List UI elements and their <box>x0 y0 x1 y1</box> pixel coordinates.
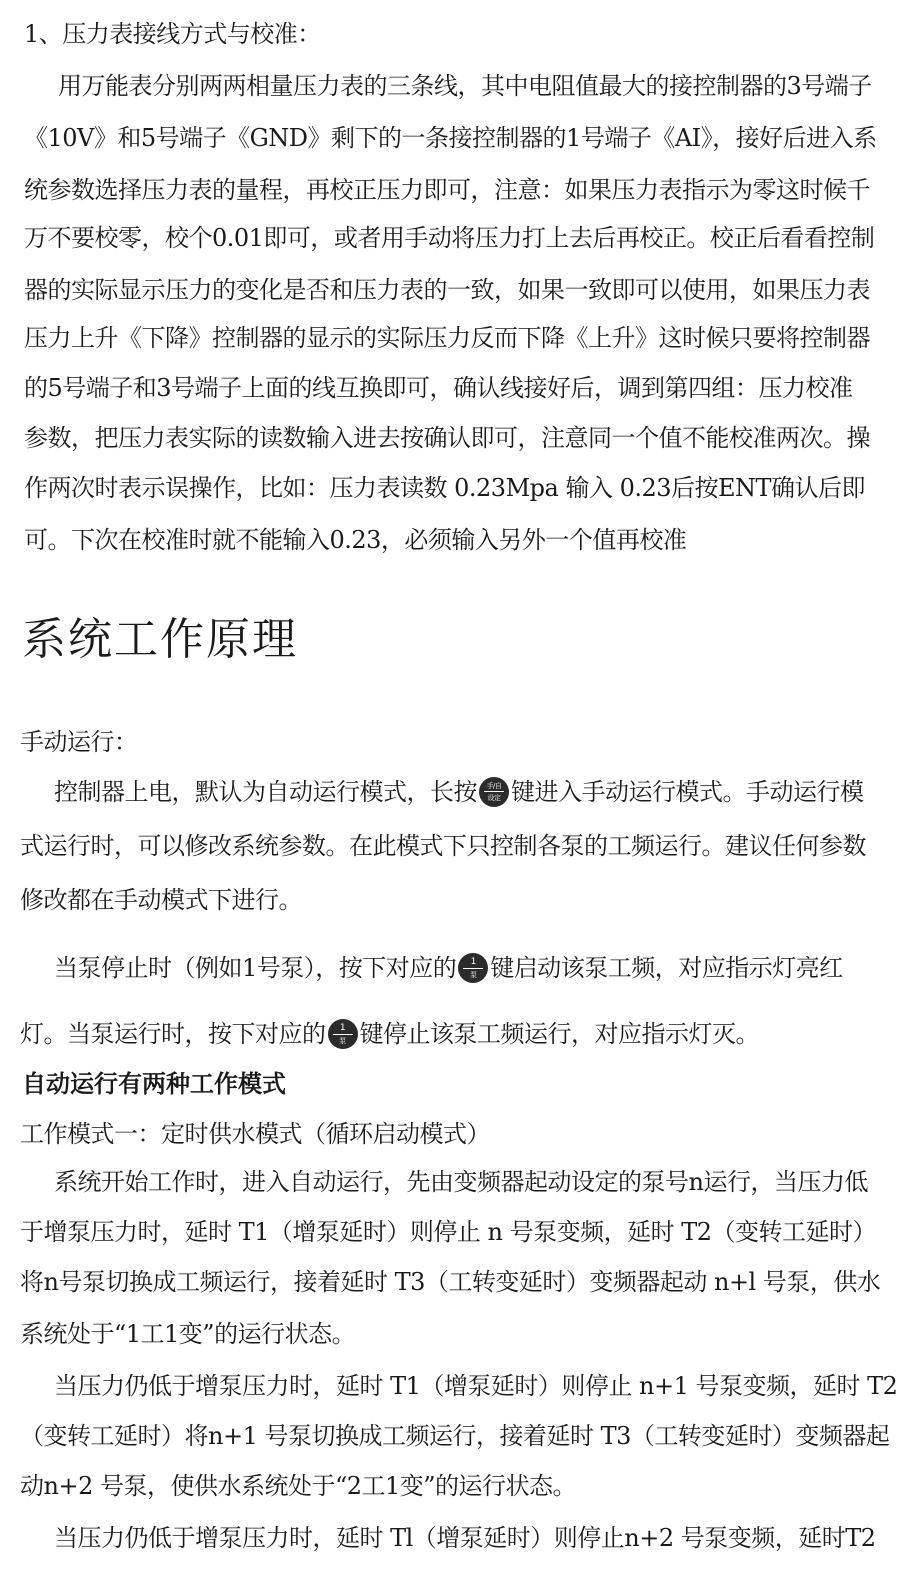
mode-key-icon <box>479 777 509 807</box>
paragraph-line: 万不要校零，校个0.01即可，或者用手动将压力打上去后再校正。校正后看看控制 <box>24 224 875 252</box>
paragraph-line: 可。下次在校准时就不能输入0.23，必须输入另外一个值再校准 <box>24 526 687 554</box>
paragraph-line: 的5号端子和3号端子上面的线互换即可，确认线接好后，调到第四组：压力校准 <box>24 374 853 402</box>
pump-key-icon <box>328 1019 358 1049</box>
key-divider <box>333 1034 353 1035</box>
paragraph-line: 当压力仍低于增泵压力时，延时 T1（增泵延时）则停止 n+1 号泵变频，延时 T2 <box>54 1372 898 1400</box>
paragraph-line: 器的实际显示压力的变化是否和压力表的一致，如果一致即可以使用，如果压力表 <box>24 276 870 304</box>
paragraph-line: 压力上升《下降》控制器的显示的实际压力反而下降《上升》这时候只要将控制器 <box>24 324 870 352</box>
key-number: 1 <box>470 956 476 967</box>
paragraph-line: 作两次时表示误操作，比如：压力表读数 0.23Mpa 输入 0.23后按ENT确认后即 <box>24 474 866 502</box>
key-top-label: 手/自 <box>486 781 502 790</box>
mode-title: 工作模式一：定时供水模式（循环启动模式） <box>20 1120 490 1148</box>
key-number: 1 <box>339 1022 346 1033</box>
text-segment: 键启动该泵工频，对应指示灯亮红 <box>490 954 843 982</box>
section-heading: 系统工作原理 <box>22 614 298 665</box>
text-segment: 当泵停止时（例如1号泵），按下对应的 <box>54 954 457 982</box>
paragraph-line: 系统处于“1工1变”的运行状态。 <box>20 1320 356 1348</box>
text-segment: 灯。当泵运行时，按下对应的 <box>20 1020 326 1048</box>
section-title: 1、压力表接线方式与校准： <box>24 20 321 48</box>
paragraph-line: 式运行时，可以修改系统参数。在此模式下只控制各泵的工频运行。建议任何参数 <box>20 832 866 860</box>
paragraph-line <box>54 776 864 809</box>
paragraph-line: 参数，把压力表实际的读数输入进去按确认即可，注意同一个值不能校准两次。操 <box>24 424 870 452</box>
key-bottom-label: 泵 <box>470 970 477 979</box>
key-bottom-label: 泵 <box>339 1036 346 1045</box>
paragraph-line: 修改都在手动模式下进行。 <box>20 886 302 914</box>
paragraph-line: （变转工延时）将n+1 号泵切换成工频运行，接着延时 T3（工转变延时）变频器起 <box>20 1422 890 1450</box>
paragraph-line: 系统开始工作时，进入自动运行，先由变频器起动设定的泵号n运行，当压力低 <box>54 1168 868 1196</box>
pump-key-icon <box>458 953 488 983</box>
key-divider <box>484 791 504 792</box>
paragraph-line <box>20 1018 759 1051</box>
paragraph-line: 于增泵压力时，延时 T1（增泵延时）则停止 n 号泵变频，延时 T2（变转工延时） <box>20 1218 877 1246</box>
key-bottom-label: 设定 <box>487 793 501 802</box>
manual-label: 手动运行： <box>20 728 138 756</box>
paragraph-line: 动n+2 号泵，使供水系统处于“2工1变”的运行状态。 <box>20 1472 577 1500</box>
paragraph-line: 将n号泵切换成工频运行，接着延时 T3（工转变延时）变频器起动 n+l 号泵，供水 <box>20 1268 881 1296</box>
text-segment: 控制器上电，默认为自动运行模式，长按 <box>54 778 477 806</box>
subheading: 自动运行有两种工作模式 <box>22 1070 286 1098</box>
text-segment: 键停止该泵工频运行，对应指示灯灭。 <box>359 1020 759 1048</box>
paragraph-line: 《10V》和5号端子《GND》剩下的一条接控制器的1号端子《AI》，接好后进入系 <box>24 124 877 152</box>
key-divider <box>463 968 483 969</box>
paragraph-line: 用万能表分别两两相量压力表的三条线，其中电阻值最大的接控制器的3号端子 <box>58 72 872 100</box>
paragraph-line <box>54 952 843 985</box>
paragraph-line: 统参数选择压力表的量程，再校正压力即可，注意：如果压力表指示为零这时候千 <box>24 176 870 204</box>
paragraph-line: 当压力仍低于增泵压力时，延时 Tl（增泵延时）则停止n+2 号泵变频，延时T2 <box>54 1524 876 1552</box>
text-segment: 键进入手动运行模式。手动运行模 <box>511 778 864 806</box>
